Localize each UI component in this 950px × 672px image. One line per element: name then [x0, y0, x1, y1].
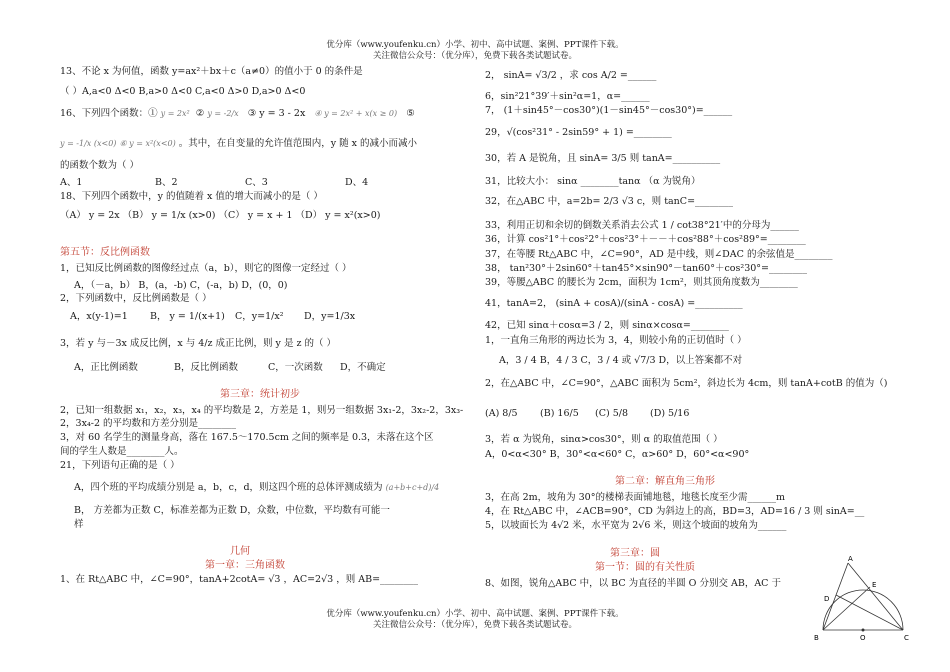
footer-line-1: 优分库（www.youfenku.cn）小学、初中、高中试题、案例、PPT课件下载。	[326, 609, 624, 619]
trig-q39: 39，等腰△ABC 的腰长为 2cm，面积为 1cm²，则其顶角度数为________	[485, 277, 798, 288]
trig-mc-q2-option-b: (B) 16/5	[540, 408, 579, 419]
stats-q21-fraction: (a+b+c+d)/4	[385, 483, 440, 492]
q16-intro: 16、下列四个函数：①	[60, 108, 158, 119]
inverse-q2: 2，下列函数中，反比例函数是（ ）	[60, 293, 212, 304]
q16-function-3: ③ y = 3 - 2x	[247, 108, 306, 119]
q16-function-4: ④ y = 2x² + x(x ≥ 0)	[314, 109, 398, 118]
trig-mc-q1-options: A，3 / 4 B，4 / 3 C，3 / 4 或 √7/3 D，以上答案都不对	[499, 355, 743, 366]
inverse-q2-option-b: B， y = 1/(x+1)	[150, 311, 225, 322]
header-line-2: 关注微信公众号：（优分库），免费下载各类试题试卷。	[372, 51, 577, 61]
trig-mc-q2	[485, 378, 887, 390]
circle-q8: 8、如图，锐角△ABC 中，以 BC 为直径的半圆 O 分别交 AB，AC 于	[485, 578, 781, 589]
question-18: 18、下列四个函数中，y 的值随着 x 值的增大而减小的是（ ）	[60, 191, 323, 202]
q16-option-b: B、2	[155, 177, 178, 188]
trig-mc-q2-option-a: (A) 8/5	[485, 408, 518, 419]
trig-mc-q2-option-c: (C) 5/8	[595, 408, 628, 419]
geometry-q1: 1、在 Rt△ABC 中，∠C=90°，tanA+2cotA= √3 ，AC=2√3 ，则 AB=________	[60, 574, 419, 585]
question-18-options: （A） y = 2x （B） y = 1/x (x>0) （C） y = x + 1 （D） y = x²(x>0)	[60, 210, 381, 221]
trig-q37: 37，在等腰 Rt△ABC 中，∠C=90°，AD 是中线，则∠DAC 的余弦值是________	[485, 249, 833, 260]
question-13-options: （ ）A,a<0 Δ<0 B,a>0 Δ<0 C,a<0 Δ>0 D,a>0 Δ<0	[60, 86, 306, 97]
trig-q2: 2， sinA= √3/2 ，求 cos A/2 =______	[485, 70, 657, 81]
footer-line-2: 关注微信公众号：（优分库），免费下载各类试题试卷。	[372, 620, 577, 630]
inverse-q3-option-d: D，不确定	[340, 362, 386, 373]
q16-option-c: C、3	[245, 177, 268, 188]
section-1-circle-title: 第一节：圆的有关性质	[595, 562, 695, 573]
inverse-q1-options: A，（－a，b） B，(a，-b) C，(-a，b) D，(0，0)	[74, 280, 288, 291]
solve-q3: 3，在高 2m，坡角为 30°的楼梯表面铺地毯，地毯长度至少需______m	[485, 492, 785, 503]
question-13: 13、不论 x 为何值，函数 y=ax²＋bx＋c（a≠0）的值小于 0 的条件是	[60, 66, 363, 77]
question-16-line-3: 的函数个数为（ ）	[60, 160, 140, 171]
chapter-2-right-triangle-title: 第二章：解直角三角形	[615, 476, 715, 487]
q16-option-a: A、1	[60, 177, 83, 188]
stats-q3-line-2: 间的学生人数是________人。	[60, 446, 184, 457]
label-d: D	[824, 595, 830, 603]
inverse-q2-option-c: C，y=1/x²	[235, 311, 284, 322]
stats-q21-option-a-text: A，四个班的平均成绩分别是 a，b，c，d，则这四个班的总体评测成绩为	[74, 482, 383, 493]
q16-condition: 。其中，在自变量的允许值范围内，y 随 x 的减小而减小	[178, 138, 418, 149]
trig-q7: 7， (1＋sin45°－cos30°)(1－sin45°－cos30°)=______	[485, 105, 733, 116]
question-16-line-2	[60, 138, 417, 150]
stats-q21: 21，下列语句正确的是（ ）	[60, 460, 180, 471]
label-c: C	[904, 634, 909, 642]
trig-q41: 41，tanA=2， (sinA + cosA)/(sinA - cosA) =__________	[485, 298, 743, 309]
chapter-1-trig-title: 第一章：三角函数	[205, 560, 285, 571]
solve-q5: 5，以坡面长为 4√2 米，水平宽为 2√6 米，则这个坡面的坡角为______	[485, 520, 787, 531]
q16-option-d: D、4	[345, 177, 369, 188]
stats-q3-line-1: 3，对 60 名学生的测量身高，落在 167.5～170.5cm 之间的频率是 0.3，未落在这个区	[60, 432, 434, 443]
chapter-3-stats-title: 第三章：统计初步	[220, 389, 300, 400]
trig-q42: 42，已知 sinα＋cosα=3 / 2，则 sinα×cosα=________	[485, 320, 729, 331]
inverse-q1: 1，已知反比例函数的图像经过点（a，b），则它的图像一定经过（ ）	[60, 263, 352, 274]
inverse-q3-option-b: B，反比例函数	[174, 362, 238, 373]
page-header	[0, 40, 950, 62]
solve-q4: 4，在 Rt△ABC 中，∠ACB=90°，CD 为斜边上的高，BD=3，AD=16 / 3 则 sinA=__	[485, 506, 865, 517]
geometry-title: 几何	[230, 546, 250, 557]
trig-q36: 36，计算 cos²1°＋cos²2°＋cos²3°＋－－＋cos²88°＋cos²89°=________	[485, 234, 806, 245]
label-b: B	[814, 634, 819, 642]
inverse-q3: 3，若 y 与－3x 成反比例，x 与 4/z 成正比例，则 y 是 z 的（ ）	[60, 338, 337, 349]
inverse-q3-option-a: A，正比例函数	[74, 362, 138, 373]
trig-q30: 30，若 A 是锐角，且 sinA= 3/5 则 tanA=__________	[485, 153, 721, 164]
stats-q21-options-bcd: B， 方差都为正数 C，标准差都为正数 D，众数，中位数，平均数有可能一	[74, 505, 390, 516]
inverse-q2-option-d: D，y=1/3x	[304, 311, 356, 322]
q16-function-1: y = 2x²	[160, 109, 190, 118]
trig-mc-q3-options: A，0<α<30° B，30°<α<60° C，α>60° D，60°<α<90°	[485, 449, 750, 460]
trig-q6: 6，sin²21°39′＋sin²α=1，α=______	[485, 91, 650, 102]
page-footer	[0, 609, 950, 631]
trig-mc-q2-text: 2，在△ABC 中，∠C=90°，△ABC 面积为 5cm²，斜边长为 4cm，则 tanA+cotB 的值为（	[485, 378, 884, 389]
inverse-q2-option-a: A，x(y-1)=1	[70, 311, 128, 322]
label-o: O	[860, 634, 866, 642]
trig-q33: 33，利用正切和余切的倒数关系消去公式 1 / cot38°21′中的分母为______	[485, 220, 799, 231]
stats-q21-options-tail: 样	[74, 519, 84, 530]
inverse-q3-option-c: C，一次函数	[268, 362, 323, 373]
q16-function-6: ⑥ y = x²(x<0)	[119, 139, 176, 148]
q16-function-5-marker: ⑤	[406, 108, 415, 119]
label-e: E	[872, 581, 877, 589]
label-a: A	[848, 555, 853, 563]
q16-function-5: y = -1/x (x<0)	[60, 139, 117, 148]
stats-q2-line-1: 2，已知一组数据 x₁，x₂，x₃，x₄ 的平均数是 2，方差是 1，则另一组数据 3x₁-2，3x₂-2，3x₃-	[60, 405, 464, 416]
trig-mc-q1: 1，一直角三角形的两边长为 3，4，则较小角的正切值时（ ）	[485, 335, 747, 346]
trig-mc-q2-option-d: (D) 5/16	[650, 408, 690, 419]
trig-q32: 32，在△ABC 中，a=2b= 2/3 √3 c，则 tanC=________	[485, 196, 734, 207]
trig-mc-q3: 3，若 α 为锐角，sinα>cos30°，则 α 的取值范围（ ）	[485, 434, 723, 445]
chapter-3-circle-title: 第三章：圆	[610, 548, 660, 559]
q16-function-2: y = -2/x	[207, 109, 239, 118]
trig-q31: 31，比较大小： sinα ________tanα （α 为锐角）	[485, 176, 701, 187]
question-16-line-1: 16、下列四个函数：① y = 2x² ② y = -2/x ③ y = 3 - 2x ④ y = 2x² + x(x ≥ 0) ⑤	[60, 108, 415, 119]
stats-q21-option-a	[74, 482, 439, 494]
stats-q2-line-2: 2，3x₄-2 的平均数和方差分别是________	[60, 418, 237, 429]
header-line-1: 优分库（www.youfenku.cn）小学、初中、高中试题、案例、PPT课件下载。	[326, 40, 624, 50]
trig-q38: 38， tan²30°＋2sin60°＋tan45°×sin90°－tan60°＋cos²30°=________	[485, 263, 807, 274]
section-5-title: 第五节：反比例函数	[60, 247, 150, 258]
trig-q29: 29，√(cos²31° - 2sin59° + 1) =________	[485, 127, 672, 138]
trig-mc-q2-end: )	[883, 378, 888, 389]
